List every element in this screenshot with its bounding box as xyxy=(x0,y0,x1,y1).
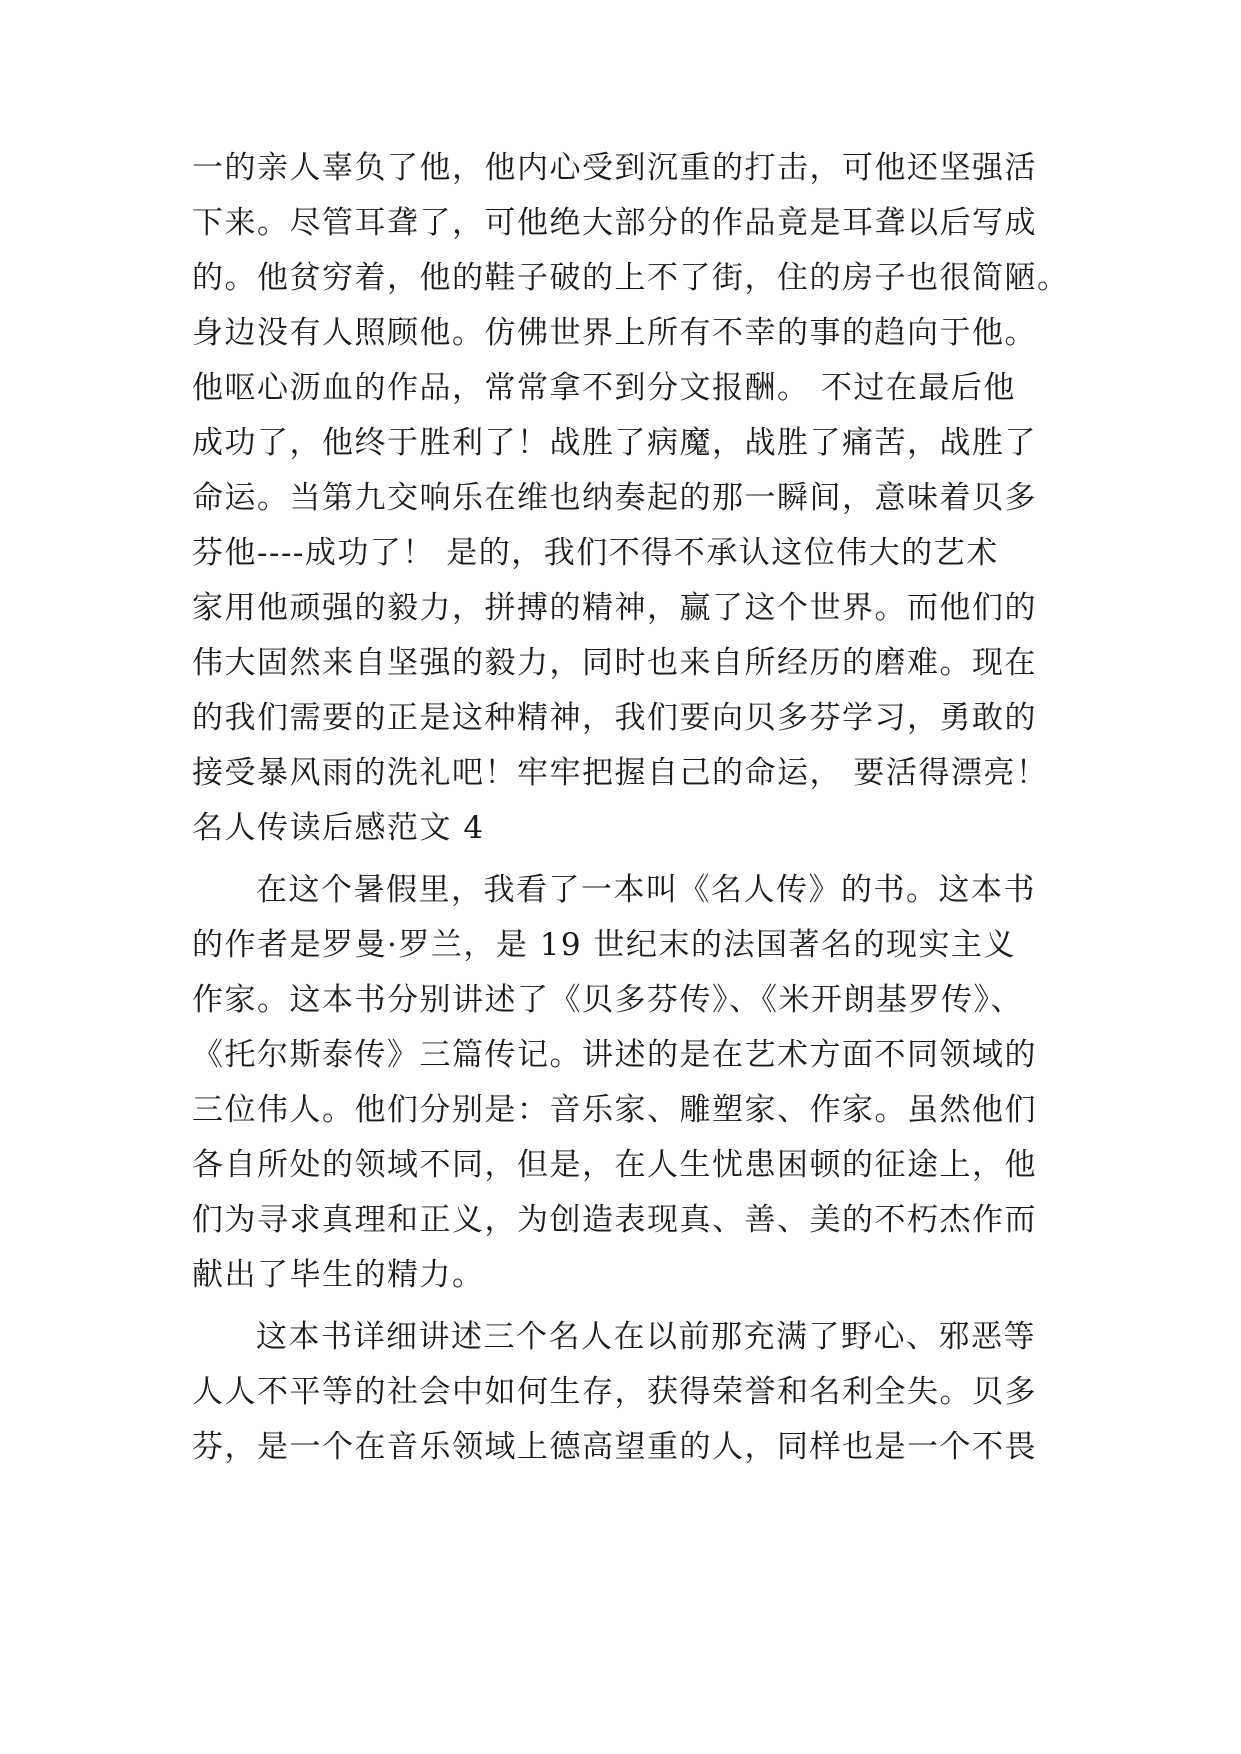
text-line: 伟大固然来自坚强的毅力，同时也来自所经历的磨难。现在 xyxy=(192,645,1037,681)
text-line: 命运。当第九交响乐在维也纳奏起的那一瞬间，意味着贝多 xyxy=(192,480,1037,516)
text-line: 一的亲人辜负了他，他内心受到沉重的打击，可他还坚强活 xyxy=(192,150,1037,186)
text-line: 作家。这本书分别讲述了《贝多芬传》、《米开朗基罗传》、 xyxy=(192,982,1023,1018)
text-line: 芬他----成功了！ 是的，我们不得不承认这位伟大的艺术 xyxy=(192,535,999,571)
text-line: 们为寻求真理和正义，为创造表现真、善、美的不朽杰作而 xyxy=(192,1202,1037,1238)
text-line: 接受暴风雨的洗礼吧！牢牢把握自己的命运， 要活得漂亮！ xyxy=(192,755,1049,791)
text-line: 的。他贫穷着，他的鞋子破的上不了街，住的房子也很简陋。 xyxy=(192,260,1070,296)
text-line: 下来。尽管耳聋了，可他绝大部分的作品竟是耳聋以后写成 xyxy=(192,205,1037,241)
text-line: 三位伟人。他们分别是：音乐家、雕塑家、作家。虽然他们 xyxy=(192,1092,1037,1128)
text-line: 的我们需要的正是这种精神，我们要向贝多芬学习，勇敢的 xyxy=(192,700,1037,736)
text-line: 各自所处的领域不同，但是，在人生忧患困顿的征途上，他 xyxy=(192,1147,1037,1183)
text-line: 芬，是一个在音乐领域上德高望重的人，同样也是一个不畏 xyxy=(192,1429,1037,1465)
paragraph-first-line: 在这个暑假里，我看了一本叫《名人传》的书。这本书 xyxy=(256,872,1036,908)
text-line: 人人不平等的社会中如何生存，获得荣誉和名利全失。贝多 xyxy=(192,1374,1037,1410)
text-line: 的作者是罗曼·罗兰，是 19 世纪末的法国著名的现实主义 xyxy=(192,927,1017,963)
text-line: 《托尔斯泰传》三篇传记。讲述的是在艺术方面不同领域的 xyxy=(192,1037,1037,1073)
text-line: 成功了，他终于胜利了！战胜了病魔，战胜了痛苦，战胜了 xyxy=(192,425,1037,461)
text-line: 献出了毕生的精力。 xyxy=(192,1257,485,1293)
section-heading: 名人传读后感范文 4 xyxy=(192,810,485,846)
text-line: 他呕心沥血的作品，常常拿不到分文报酬。 不过在最后他 xyxy=(192,370,1016,406)
paragraph-first-line: 这本书详细讲述三个名人在以前那充满了野心、邪恶等 xyxy=(256,1319,1036,1355)
text-line: 身边没有人照顾他。仿佛世界上所有不幸的事的趋向于他。 xyxy=(192,315,1037,351)
text-line: 家用他顽强的毅力，拼搏的精神，赢了这个世界。而他们的 xyxy=(192,590,1037,626)
